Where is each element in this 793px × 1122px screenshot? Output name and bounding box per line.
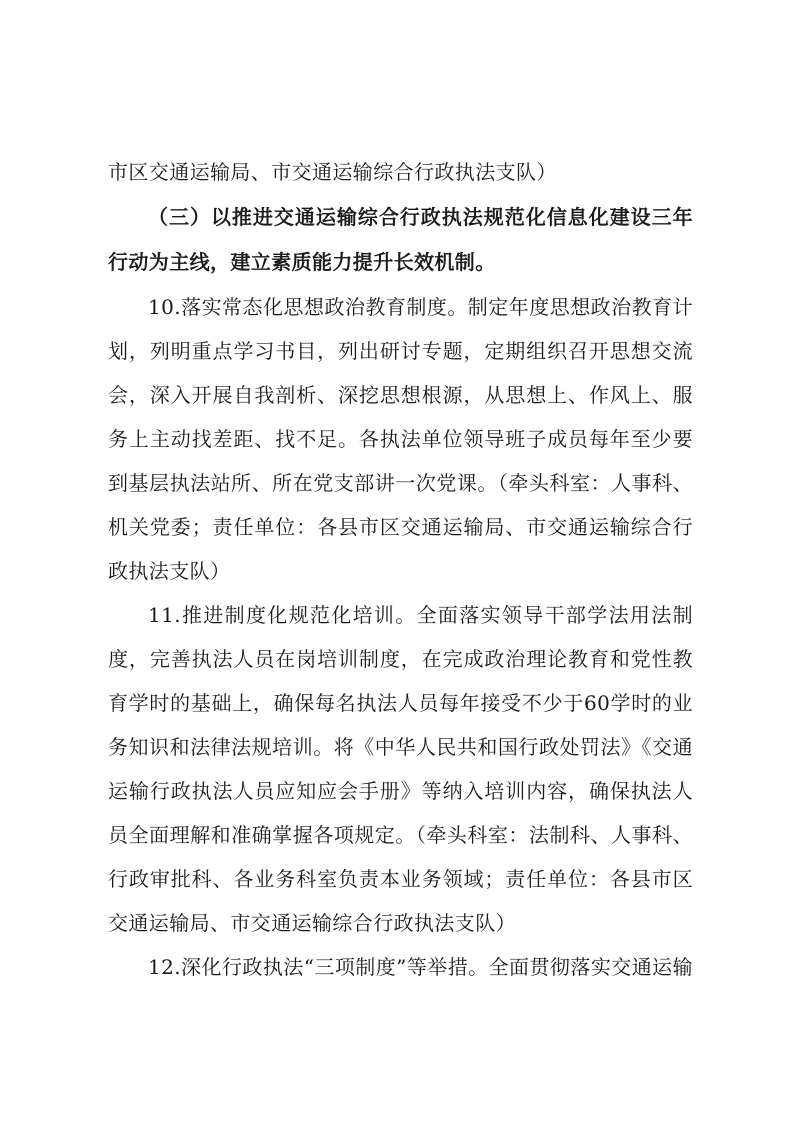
item-11-line-8: 交通运输局、市交通运输综合行政执法支队） (108, 911, 516, 935)
item-10-line-5: 到基层执法站所、所在党支部讲一次党课。（牵头科室：人事科、 (108, 471, 693, 495)
item-10-line-1: 10.落实常态化思想政治教育制度。制定年度思想政治教育计 (148, 295, 693, 319)
item-11-line-3: 育学时的基础上，确保每名执法人员每年接受不少于60学时的业 (108, 691, 693, 715)
item-10-line-2: 划，列明重点学习书目，列出研讨专题，定期组织召开思想交流 (108, 339, 693, 363)
item-10-line-4: 务上主动找差距、找不足。各执法单位领导班子成员每年至少要 (108, 427, 693, 451)
item-12-line-1: 12.深化行政执法“三项制度”等举措。全面贯彻落实交通运输 (148, 955, 693, 979)
item-11-line-4: 务知识和法律法规培训。将《中华人民共和国行政处罚法》《交通 (108, 735, 693, 759)
item-10-line-7: 政执法支队） (108, 559, 231, 583)
section-heading-line-2: 行动为主线，建立素质能力提升长效机制。 (108, 250, 496, 274)
item-11-line-6: 员全面理解和准确掌握各项规定。（牵头科室：法制科、人事科、 (108, 823, 693, 847)
item-10-line-3: 会，深入开展自我剖析、深挖思想根源，从思想上、作风上、服 (108, 383, 693, 407)
item-11-line-2: 度，完善执法人员在岗培训制度，在完成政治理论教育和党性教 (108, 647, 693, 671)
item-11-line-5: 运输行政执法人员应知应会手册》等纳入培训内容，确保执法人 (108, 779, 693, 803)
item-11-line-1: 11.推进制度化规范化培训。全面落实领导干部学法用法制 (148, 603, 693, 627)
item-10-line-6: 机关党委；责任单位：各县市区交通运输局、市交通运输综合行 (108, 515, 693, 539)
text-line-1: 市区交通运输局、市交通运输综合行政执法支队） (108, 160, 557, 184)
item-11-line-7: 行政审批科、各业务科室负责本业务领域；责任单位：各县市区 (108, 867, 693, 891)
section-heading-line-1: （三）以推进交通运输综合行政执法规范化信息化建设三年 (148, 205, 693, 229)
